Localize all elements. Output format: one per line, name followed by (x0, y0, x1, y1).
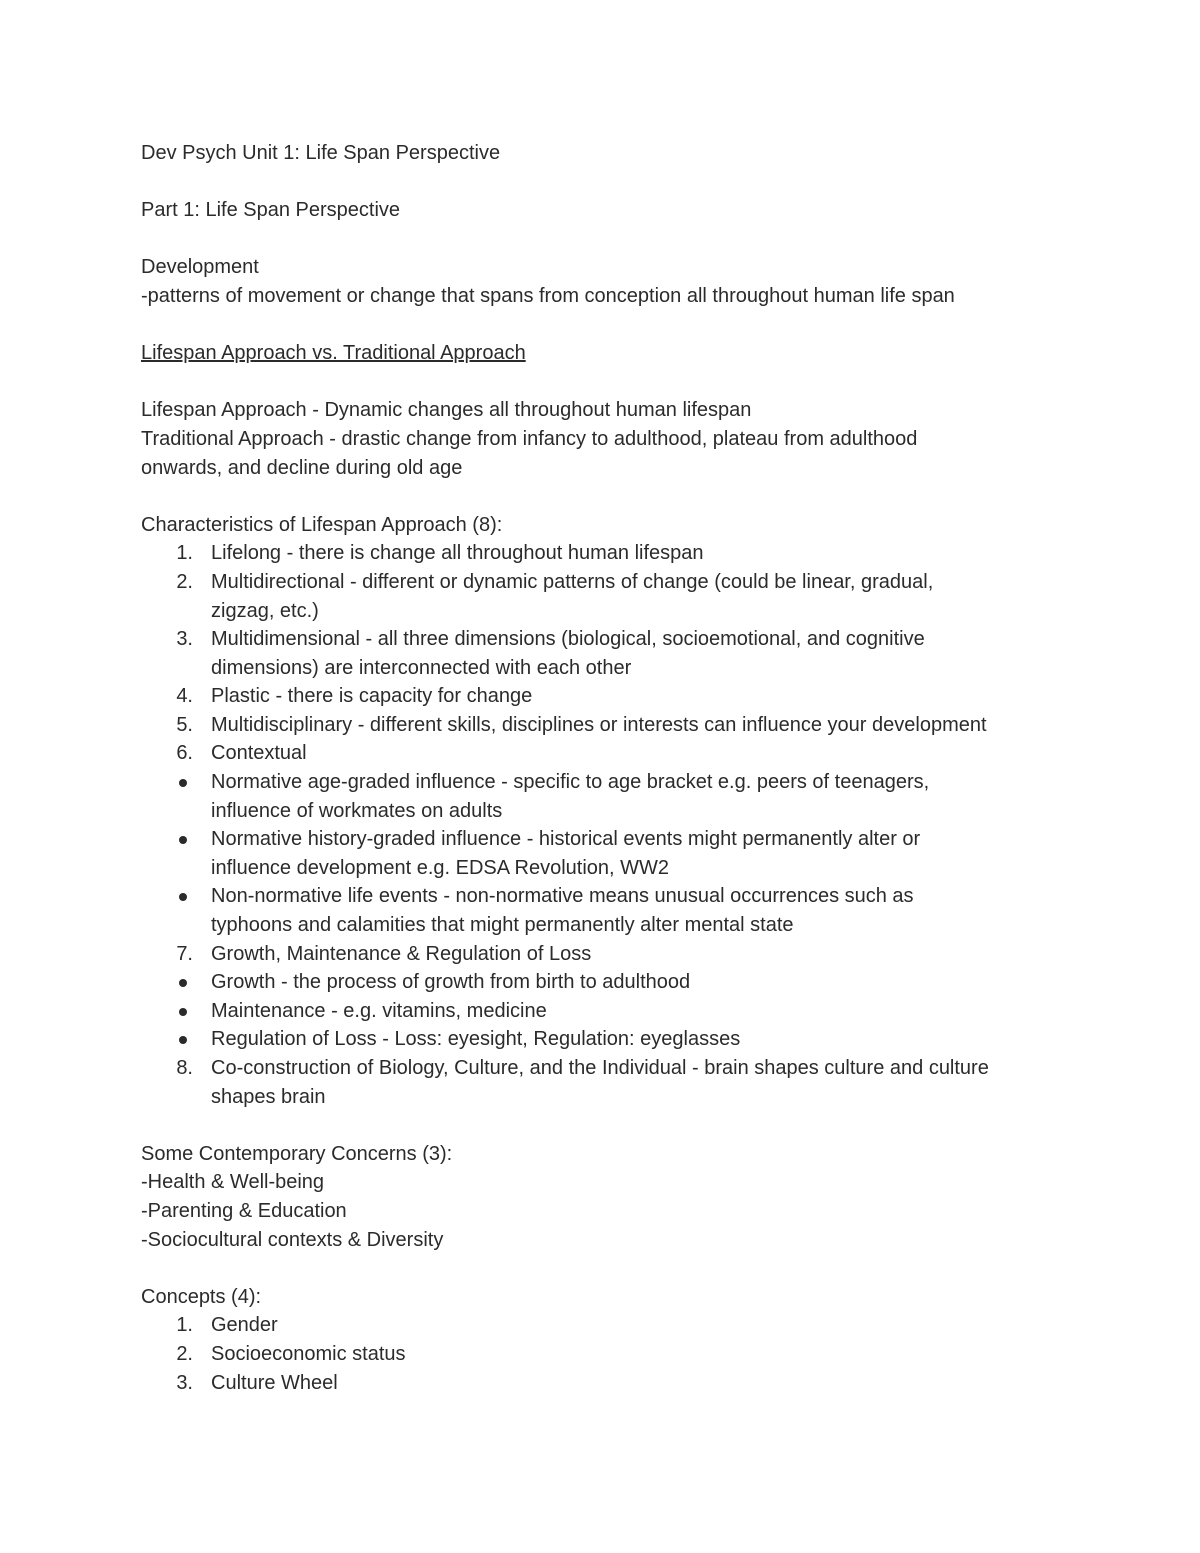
bullet-item (141, 882, 1061, 939)
list-item-text: Culture Wheel (211, 1371, 338, 1394)
list-item-text: Socioeconomic status (211, 1342, 406, 1365)
numbered-item (141, 940, 1061, 969)
list-number: 3. (176, 1371, 193, 1394)
list-number: 7. (176, 942, 193, 965)
bullet-item (141, 1025, 1061, 1054)
list-item-text: Multidisciplinary - different skills, disciplines or interests can influence your development (211, 713, 987, 736)
development-heading: Development (141, 256, 259, 279)
development-definition: -patterns of movement or change that spans from conception all throughout human life span (141, 284, 955, 307)
bullet-dot-icon (179, 779, 187, 787)
concerns-heading: Some Contemporary Concerns (3): (141, 1142, 453, 1165)
bullet-item (141, 768, 1061, 825)
spacer (141, 482, 1061, 511)
list-item-text-continued: shapes brain (211, 1085, 326, 1108)
bullet-dot-icon (179, 836, 187, 844)
list-item-text: Growth, Maintenance & Regulation of Loss (211, 942, 592, 965)
list-item-text: Lifelong - there is change all throughout human lifespan (211, 542, 704, 565)
list-item-text: Multidimensional - all three dimensions (biological, socioemotional, and cognitive (211, 628, 925, 651)
concern-item: -Health & Well-being (141, 1171, 325, 1194)
bullet-dot-icon (179, 1008, 187, 1016)
numbered-item (141, 711, 1061, 740)
concepts-list (141, 1311, 1061, 1397)
list-number: 4. (176, 685, 193, 708)
spacer (141, 368, 1061, 397)
numbered-item (141, 625, 1061, 682)
spacer (141, 1254, 1061, 1283)
characteristics-list (141, 539, 1061, 1111)
list-item-text: Gender (211, 1314, 278, 1337)
bullet-item (141, 997, 1061, 1026)
list-number: 1. (176, 542, 193, 565)
list-item-text-continued: dimensions) are interconnected with each other (211, 656, 632, 679)
numbered-item (141, 1311, 1061, 1340)
list-item-text: Normative age-graded influence - specific to age bracket e.g. peers of teenagers, (211, 771, 930, 794)
list-number: 5. (176, 713, 193, 736)
list-item-text-continued: influence of workmates on adults (211, 799, 503, 822)
document-title: Dev Psych Unit 1: Life Span Perspective (141, 142, 501, 164)
characteristics-heading: Characteristics of Lifespan Approach (8): (141, 513, 503, 536)
list-item-text: Contextual (211, 742, 307, 765)
traditional-approach-text: Traditional Approach - drastic change from infancy to adulthood, plateau from adulthood (141, 427, 918, 450)
concern-item: -Parenting & Education (141, 1199, 347, 1222)
list-item-text: Plastic - there is capacity for change (211, 685, 533, 708)
numbered-item (141, 739, 1061, 768)
bullet-item (141, 968, 1061, 997)
approach-heading: Lifespan Approach vs. Traditional Approach (141, 342, 526, 365)
list-item-text: Non-normative life events - non-normative means unusual occurrences such as (211, 885, 914, 908)
list-number: 2. (176, 1342, 193, 1365)
list-item-text-continued: zigzag, etc.) (211, 599, 319, 622)
list-number: 6. (176, 742, 193, 765)
concern-item: -Sociocultural contexts & Diversity (141, 1228, 444, 1251)
document-page (141, 139, 1061, 1397)
lifespan-approach-text: Lifespan Approach - Dynamic changes all throughout human lifespan (141, 399, 752, 422)
numbered-item (141, 1340, 1061, 1369)
list-item-text: Co-construction of Biology, Culture, and the Individual - brain shapes culture and culture (211, 1057, 989, 1079)
numbered-item (141, 682, 1061, 711)
list-item-text: Regulation of Loss - Loss: eyesight, Regulation: eyeglasses (211, 1028, 741, 1051)
part-heading: Part 1: Life Span Perspective (141, 199, 401, 222)
concepts-heading: Concepts (4): (141, 1285, 262, 1308)
numbered-item (141, 568, 1061, 625)
bullet-dot-icon (179, 1036, 187, 1044)
list-item-text: Maintenance - e.g. vitamins, medicine (211, 999, 547, 1022)
list-item-text: Multidirectional - different or dynamic patterns of change (could be linear, gradual, (211, 570, 934, 593)
numbered-item (141, 1054, 1061, 1111)
bullet-dot-icon (179, 893, 187, 901)
traditional-approach-text-continued: onwards, and decline during old age (141, 456, 463, 479)
list-item-text-continued: typhoons and calamities that might permanently alter mental state (211, 914, 794, 937)
list-item-text: Normative history-graded influence - historical events might permanently alter or (211, 828, 921, 851)
bullet-item (141, 825, 1061, 882)
spacer (141, 168, 1061, 197)
spacer (141, 225, 1061, 254)
list-item-text: Growth - the process of growth from birth to adulthood (211, 971, 691, 994)
spacer (141, 311, 1061, 340)
list-number: 3. (176, 628, 193, 651)
numbered-item (141, 1369, 1061, 1398)
numbered-item (141, 539, 1061, 568)
list-number: 8. (176, 1057, 193, 1079)
list-item-text-continued: influence development e.g. EDSA Revolution, WW2 (211, 856, 670, 879)
bullet-dot-icon (179, 979, 187, 987)
spacer (141, 1111, 1061, 1140)
list-number: 2. (176, 570, 193, 593)
list-number: 1. (176, 1314, 193, 1337)
